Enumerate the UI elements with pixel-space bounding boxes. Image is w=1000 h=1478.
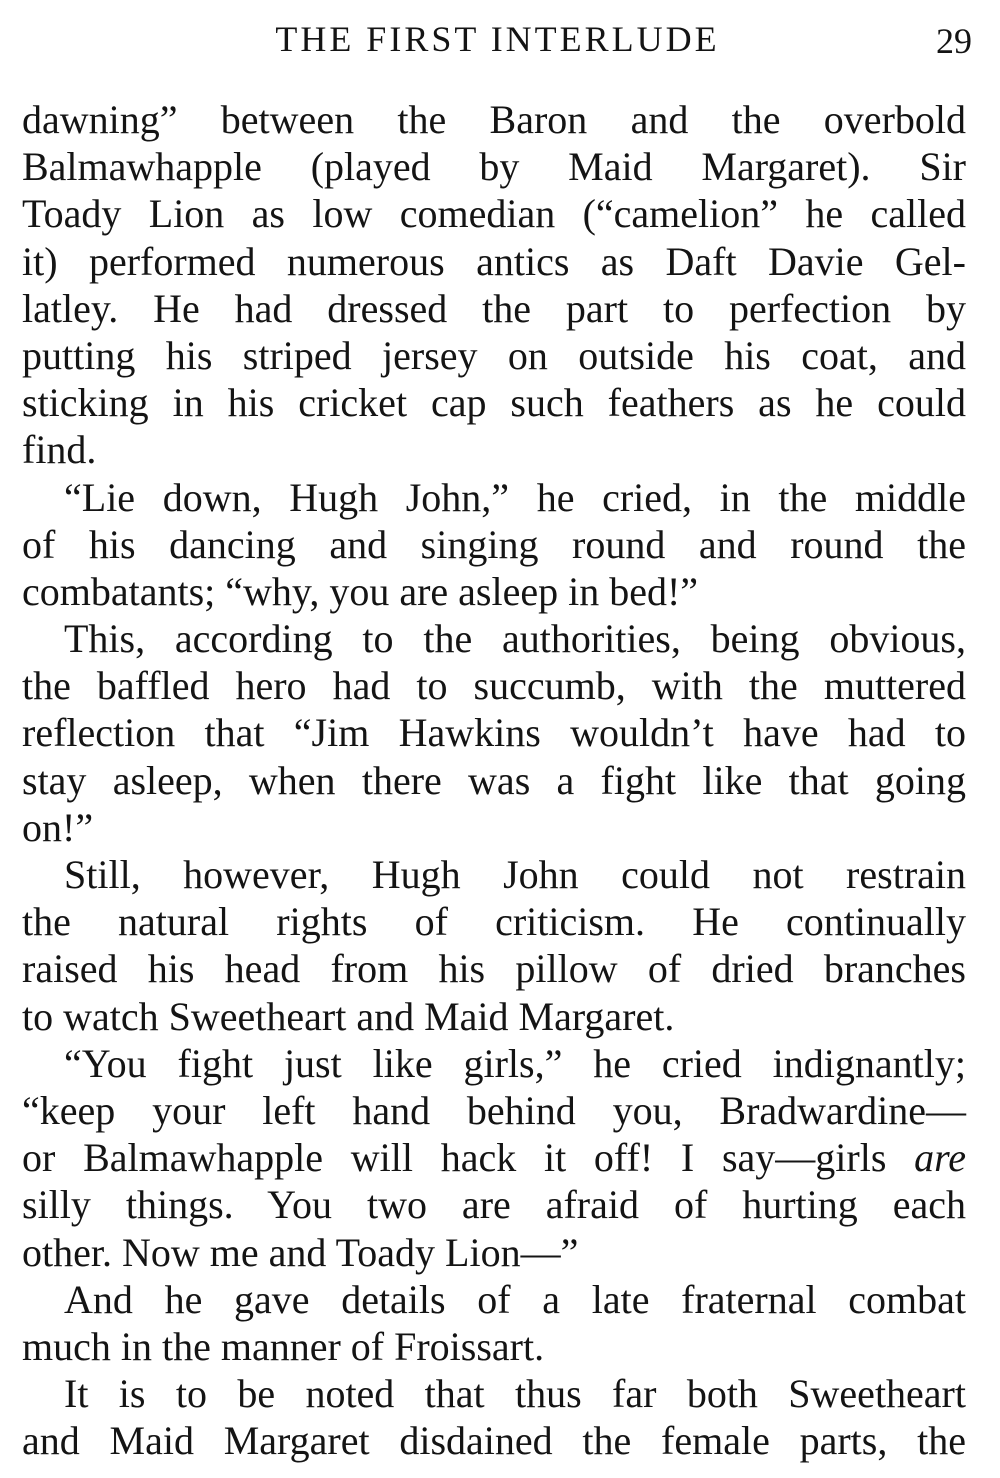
- page-number: 29: [936, 21, 972, 61]
- emphasis-word: are: [914, 1135, 966, 1181]
- running-title: THE FIRST INTERLUDE: [275, 19, 720, 59]
- text-line: to watch Sweetheart and Maid Margaret.: [22, 993, 675, 1039]
- text-line: sticking in his cricket cap such feathers as he could: [22, 380, 966, 426]
- text-line: “keep your left hand behind you, Bradwardine—: [22, 1087, 966, 1133]
- text-line: it) performed numerous antics as Daft Davie Gel-: [22, 238, 966, 284]
- text-line: much in the manner of Froissart.: [22, 1323, 545, 1369]
- text-line: of his dancing and singing round and round the: [22, 521, 966, 567]
- text-line: the baffled hero had to succumb, with the muttered: [22, 663, 966, 709]
- text-line: reflection that “Jim Hawkins wouldn’t have had to: [22, 710, 966, 756]
- text-line: raised his head from his pillow of dried branches: [22, 946, 966, 992]
- body-text: [22, 96, 966, 1464]
- text-line: find.: [22, 427, 97, 473]
- text-line: latley. He had dressed the part to perfection by: [22, 285, 966, 331]
- text-line: “Lie down, Hugh John,” he cried, in the middle: [64, 474, 966, 520]
- text-line: putting his striped jersey on outside his coat, and: [22, 332, 966, 378]
- text-line: silly things. You two are afraid of hurting each: [22, 1182, 966, 1228]
- text-line: Balmawhapple (played by Maid Margaret). Sir: [22, 144, 966, 190]
- text-line: combatants; “why, you are asleep in bed!”: [22, 568, 699, 614]
- text-line: or Balmawhapple will hack it off! I say—girls are: [22, 1135, 966, 1181]
- text-line: This, according to the authorities, being obvious,: [64, 616, 966, 662]
- text-line: Toady Lion as low comedian (“camelion” he called: [22, 191, 966, 237]
- text-line: other. Now me and Toady Lion—”: [22, 1229, 579, 1275]
- text-line: on!”: [22, 804, 94, 850]
- text-line: “You fight just like girls,” he cried indignantly;: [64, 1040, 966, 1086]
- running-head: [0, 14, 1000, 64]
- text-line: It is to be noted that thus far both Sweetheart: [64, 1371, 966, 1417]
- text-line: And he gave details of a late fraternal combat: [64, 1276, 966, 1322]
- text-line: and Maid Margaret disdained the female parts, the: [22, 1418, 966, 1464]
- text-line: stay asleep, when there was a fight like that going: [22, 757, 966, 803]
- text-line: the natural rights of criticism. He continually: [22, 899, 966, 945]
- text-line: Still, however, Hugh John could not restrain: [64, 852, 966, 897]
- text-line: dawning” between the Baron and the overbold: [22, 97, 966, 142]
